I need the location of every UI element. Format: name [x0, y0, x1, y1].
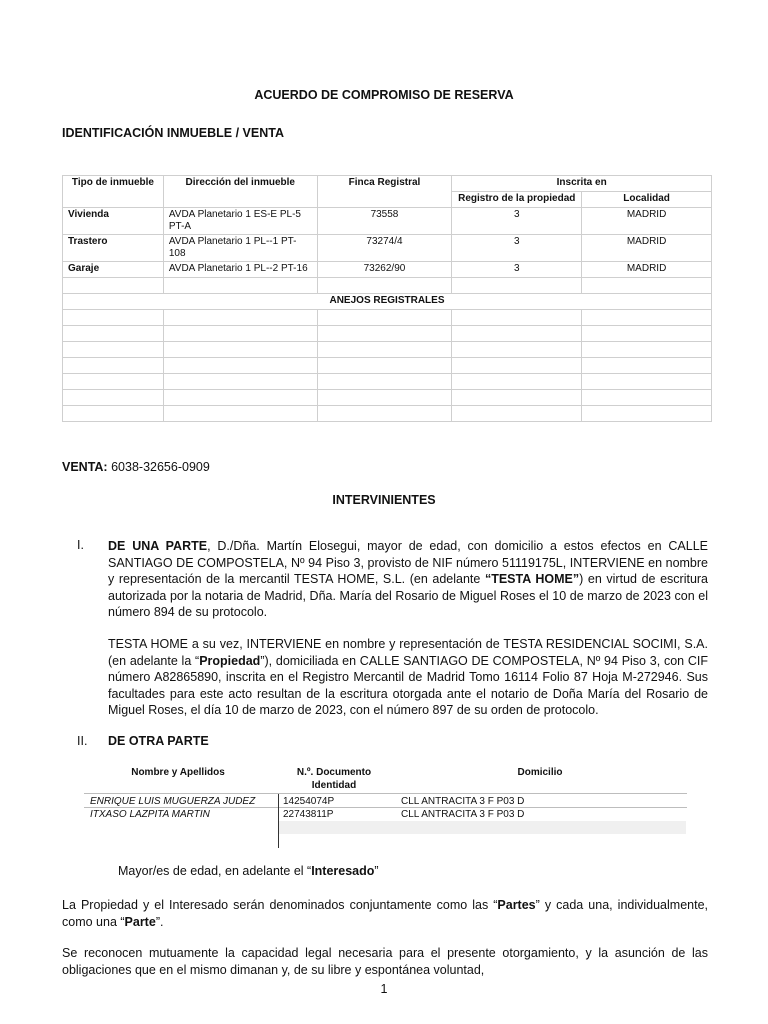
header-direccion: Dirección del inmueble [163, 176, 317, 208]
anejos-registrales-label: ANEJOS REGISTRALES [63, 294, 712, 310]
numeral-i: I. [77, 538, 84, 552]
header-documento: N.º. Documento Identidad [296, 767, 372, 791]
empty-row [63, 374, 712, 390]
numeral-ii: II. [77, 734, 88, 748]
reconocen-paragraph: Se reconocen mutuamente la capacidad legal necesaria para el presente otorgamiento, y la asunción de las obligaciones que en el mismo dimanan y, de su libre y espontánea voluntad, [62, 946, 708, 977]
cell-registro: 3 [452, 262, 582, 278]
cell-localidad: MADRID [582, 208, 712, 235]
table-row [0, 808, 768, 821]
person-documento: 22743811P [283, 809, 334, 820]
mayor-text-a: Mayor/es de edad, en adelante el “ [118, 864, 312, 878]
empty-row [63, 342, 712, 358]
table-row [63, 235, 712, 262]
mayor-line [118, 864, 379, 878]
page-number: 1 [380, 982, 388, 996]
cell-finca: 73262/90 [317, 262, 452, 278]
cell-finca: 73558 [317, 208, 452, 235]
parte-1b-text-b: ”), domiciliada en CALLE SANTIAGO DE COMPOSTELA, Nº 94 Piso 3, con CIF número A82865890, inscrita en el Registro Mercantil de Madrid Tomo 16114 Folio 87 Hoja M-272946. Sus facultades para este acto resultan de la escritura otorgada ante el notario de Doña María del Rosario de Miguel Roses, el día 10 de marzo de 2023, con el número 897 de su orden de protocolo. [108, 653, 708, 717]
partes-text-c: ”. [155, 914, 164, 929]
empty-row [63, 390, 712, 406]
empty-row [63, 358, 712, 374]
header-nombre: Nombre y Apellidos [131, 767, 225, 778]
header-localidad: Localidad [582, 192, 712, 208]
partes-text-a: La Propiedad y el Interesado serán denominados conjuntamente como las “ [62, 898, 498, 912]
mayor-bold: Interesado [311, 864, 375, 878]
mayor-text-b: ” [374, 864, 379, 878]
cell-registro: 3 [452, 208, 582, 235]
header-domicilio: Domicilio [517, 767, 563, 778]
parte-1-lead: DE UNA PARTE [108, 539, 208, 553]
header-inscrita: Inscrita en [452, 176, 712, 192]
empty-row [63, 406, 712, 422]
cell-localidad: MADRID [582, 262, 712, 278]
divider [84, 793, 687, 794]
venta-label: VENTA: [62, 460, 108, 474]
cell-finca: 73274/4 [317, 235, 452, 262]
column-divider [278, 794, 279, 848]
cell-registro: 3 [452, 235, 582, 262]
venta-line [62, 460, 210, 474]
header-tipo: Tipo de inmueble [63, 176, 164, 208]
person-nombre: ENRIQUE LUIS MUGUERZA JUDEZ [90, 796, 256, 807]
person-domicilio: CLL ANTRACITA 3 F P03 D [401, 796, 525, 807]
parte-1-paragraph [108, 538, 708, 621]
partes-text-b: ” y cada una, individualmente, como una “ [62, 898, 708, 929]
partes-bold-a: Partes [497, 898, 536, 912]
parte-1b-text-a: TESTA HOME a su vez, INTERVIENE en nombre y representación de TESTA RESIDENCIAL SOCIMI, S.A. (en adelante la “ [108, 637, 708, 668]
header-finca: Finca Registral [317, 176, 452, 208]
cell-tipo: Trastero [63, 235, 164, 262]
parte-1-quoted: “TESTA HOME” [484, 572, 580, 586]
person-domicilio: CLL ANTRACITA 3 F P03 D [401, 809, 525, 820]
parte-1-text-a: , D./Dña. Martín Elosegui, mayor de edad, con domicilio a estos efectos en CALLE SANTIAGO DE COMPOSTELA, Nº 94 Piso 3, provisto de NIF número 51119175L, INTERVIENE en nombre y representación de la mercantil TESTA HOME, S.L. (en adelante [108, 539, 708, 586]
partes-paragraph [62, 897, 708, 930]
venta-value: 6038-32656-0909 [111, 460, 210, 474]
cell-tipo: Garaje [63, 262, 164, 278]
parte-1b-paragraph [108, 636, 708, 719]
parte-2-lead: DE OTRA PARTE [108, 734, 209, 748]
intervinientes-heading: INTERVINIENTES [332, 493, 436, 507]
empty-row-shade [279, 821, 686, 834]
parte-1b-bold: Propiedad [199, 653, 261, 668]
cell-tipo: Vivienda [63, 208, 164, 235]
table-row [63, 262, 712, 278]
parte-1-text-b: ) en virtud de escritura autorizada por la notaria de Madrid, Dña. María del Rosario de Miguel Roses el 10 de marzo de 2023 con el número 894 de su protocolo. [108, 572, 709, 619]
cell-direccion: AVDA Planetario 1 PL--2 PT-16 [163, 262, 317, 278]
header-registro: Registro de la propiedad [452, 192, 582, 208]
person-documento: 14254074P [283, 796, 335, 807]
document-title: ACUERDO DE COMPROMISO DE RESERVA [254, 88, 514, 102]
empty-row [63, 278, 712, 294]
person-nombre: ITXASO LAZPITA MARTIN [90, 809, 210, 820]
property-table [62, 175, 712, 422]
empty-row [63, 326, 712, 342]
cell-direccion: AVDA Planetario 1 ES-E PL-5 PT-A [163, 208, 317, 235]
cell-localidad: MADRID [582, 235, 712, 262]
empty-row [63, 310, 712, 326]
partes-bold-b: Parte [124, 914, 156, 929]
cell-direccion: AVDA Planetario 1 PL--1 PT-108 [163, 235, 317, 262]
section-heading: IDENTIFICACIÓN INMUEBLE / VENTA [62, 126, 284, 140]
table-row [63, 208, 712, 235]
